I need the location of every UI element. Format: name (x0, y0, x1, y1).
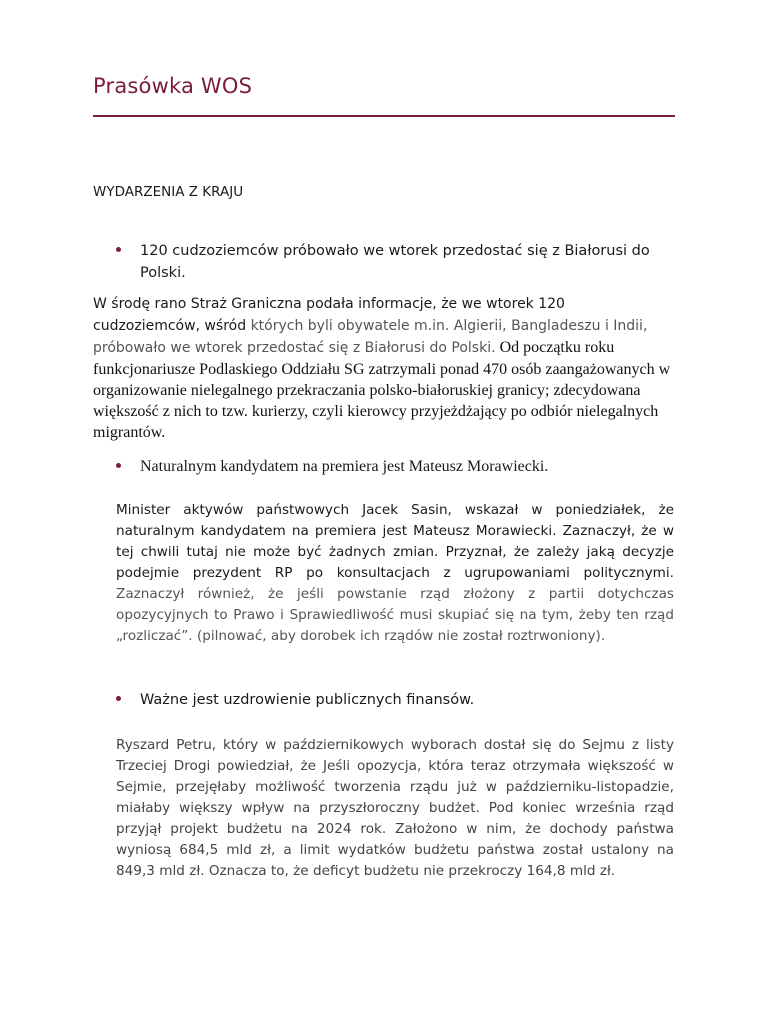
paragraph-segment: W środę rano Straż Graniczna podała informacje, że we wtorek 120 cudzoziemców, wśród (93, 296, 565, 334)
paragraph-segment: których byli obywatele m.in. Algierii, Bangladeszu i Indii, próbowało we wtorek przedostać się z Białorusi do Polski. (93, 318, 648, 356)
bullet-item-2 (116, 456, 676, 478)
bullet-item-1 (116, 240, 676, 284)
title-divider (93, 115, 675, 117)
page-title: Prasówka WOS (93, 74, 253, 98)
paragraph-segment: Zaznaczył również, że jeśli powstanie rząd złożony z partii dotychczas opozycyjnych to Prawo i Sprawiedliwość musi skupiać się na tym, żeby ten rząd „rozliczać”. (pilnować, aby dorobek ich rządów nie został roztrwoniony). (116, 586, 674, 644)
section-heading: WYDARZENIA Z KRAJU (93, 184, 244, 200)
bullet-dot-icon (116, 247, 121, 252)
bullet-text: Naturalnym kandydatem na premiera jest Mateusz Morawiecki. (140, 458, 549, 475)
bullet-dot-icon (116, 463, 121, 468)
paragraph-1 (93, 293, 675, 443)
paragraph-3: Ryszard Petru, który w październikowych wyborach dostał się do Sejmu z listy Trzeciej Drogi powiedział, że Jeśli opozycja, która teraz otrzymała większość w Sejmie, przejęłaby możliwość tworzenia rządu już w październiku-listopadzie, miałaby większy wpływ na przyszłoroczny budżet. Pod koniec września rząd przyjął projekt budżetu na 2024 rok. Założono w nim, że dochody państwa wyniosą 684,5 mld zł, a limit wydatków budżetu państwa został ustalony na 849,3 mld zł. Oznacza to, że deficyt budżetu nie przekroczy 164,8 mld zł. (116, 737, 674, 879)
paragraph-2 (116, 500, 674, 647)
bullet-item-3 (116, 689, 676, 711)
bullet-text: Ważne jest uzdrowienie publicznych finansów. (140, 692, 475, 708)
bullet-text: 120 cudzoziemców próbowało we wtorek przedostać się z Białorusi do Polski. (140, 243, 650, 281)
paragraph-segment: Od początku roku funkcjonariusze Podlaskiego Oddziału SG zatrzymali ponad 470 osób zaangażowanych w organizowanie nielegalnego przekraczania polsko-białoruskiej granicy; zdecydowana większość z nich to tzw. kurierzy, czyli kierowcy przyjeżdżający po odbiór nielegalnych migrantów. (93, 339, 671, 441)
paragraph-segment: Minister aktywów państwowych Jacek Sasin, wskazał w poniedziałek, że naturalnym kandydatem na premiera jest Mateusz Morawiecki. Zaznaczył, że w tej chwili tutaj nie może być żadnych zmian. Przyznał, że zależy jaką decyzje podejmie prezydent RP po konsultacjach z ugrupowaniami politycznymi. (116, 502, 674, 581)
bullet-dot-icon (116, 696, 121, 701)
